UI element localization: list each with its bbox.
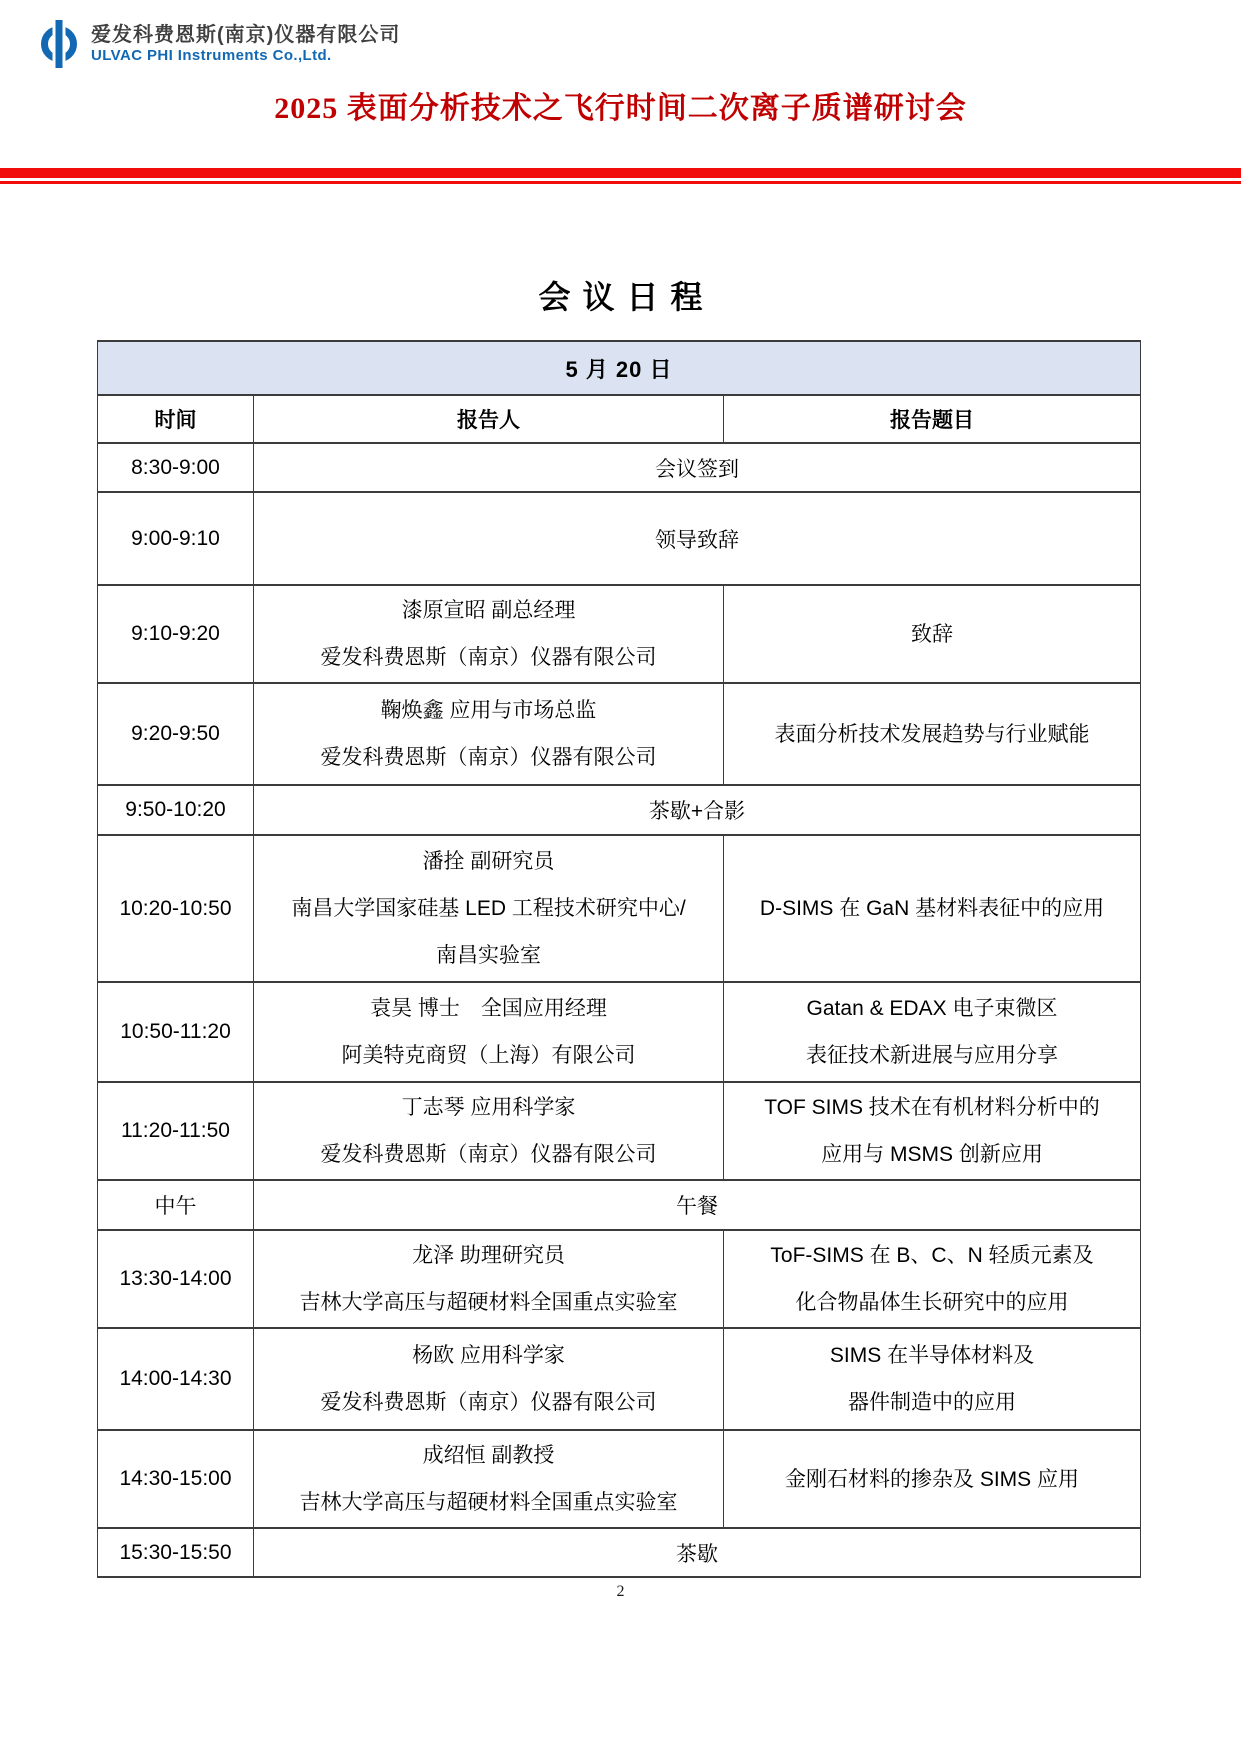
time-cell: 中午 — [98, 1180, 254, 1230]
double-red-rule — [0, 168, 1241, 184]
time-cell: 11:20-11:50 — [98, 1082, 254, 1180]
time-cell: 9:10-9:20 — [98, 585, 254, 683]
speaker-line: 爱发科费恩斯（南京）仪器有限公司 — [320, 1143, 657, 1166]
speaker-line: 爱发科费恩斯（南京）仪器有限公司 — [320, 1391, 657, 1414]
speaker-line: 南昌实验室 — [436, 944, 541, 967]
ulvac-phi-logo-icon — [36, 20, 82, 68]
event-cell: 领导致辞 — [254, 492, 1141, 585]
time-cell: 10:20-10:50 — [98, 835, 254, 982]
speaker-line: 鞠焕鑫 应用与市场总监 — [380, 699, 597, 722]
topic-line: 致辞 — [911, 622, 953, 646]
speaker-cell — [254, 683, 724, 785]
agenda-row — [98, 492, 1141, 585]
speaker-line: 成绍恒 副教授 — [422, 1444, 555, 1467]
agenda-row — [98, 585, 1141, 683]
speaker-line: 龙泽 助理研究员 — [412, 1244, 565, 1267]
speaker-cell — [254, 1230, 724, 1328]
speaker-line: 阿美特克商贸（上海）有限公司 — [341, 1044, 636, 1067]
agenda-row — [98, 1328, 1141, 1430]
time-cell: 8:30-9:00 — [98, 443, 254, 492]
speaker-cell — [254, 585, 724, 683]
speaker-line: 爱发科费恩斯（南京）仪器有限公司 — [320, 646, 657, 669]
topic-line: 化合物晶体生长研究中的应用 — [795, 1291, 1069, 1314]
time-cell: 15:30-15:50 — [98, 1528, 254, 1577]
column-header-speaker: 报告人 — [254, 395, 724, 443]
logo — [36, 20, 400, 68]
agenda-row — [98, 1082, 1141, 1180]
agenda-heading: 会议日程 — [538, 279, 715, 315]
agenda-table — [97, 340, 1141, 1578]
date-header: 5 月 20 日 — [98, 341, 1141, 395]
column-header-time: 时间 — [98, 395, 254, 443]
logo-text — [91, 24, 400, 65]
time-cell: 9:50-10:20 — [98, 785, 254, 835]
speaker-line: 吉林大学高压与超硬材料全国重点实验室 — [299, 1491, 678, 1514]
topic-cell — [724, 1328, 1141, 1430]
column-header-row — [98, 395, 1141, 443]
date-header-row — [98, 341, 1141, 395]
agenda-row — [98, 1528, 1141, 1577]
agenda-row — [98, 683, 1141, 785]
agenda-row — [98, 1430, 1141, 1528]
column-header-topic: 报告题目 — [724, 395, 1141, 443]
topic-line: 应用与 MSMS 创新应用 — [821, 1143, 1043, 1166]
speaker-line: 杨欧 应用科学家 — [412, 1344, 565, 1367]
event-cell: 茶歇 — [254, 1528, 1141, 1577]
time-cell: 10:50-11:20 — [98, 982, 254, 1082]
topic-cell — [724, 1230, 1141, 1328]
speaker-line: 袁昊 博士 全国应用经理 — [370, 997, 607, 1020]
speaker-cell — [254, 835, 724, 982]
topic-line: D-SIMS 在 GaN 基材料表征中的应用 — [759, 897, 1105, 920]
topic-line: ToF-SIMS 在 B、C、N 轻质元素及 — [770, 1244, 1094, 1267]
topic-cell — [724, 683, 1141, 785]
topic-cell — [724, 1082, 1141, 1180]
time-cell: 13:30-14:00 — [98, 1230, 254, 1328]
event-cell: 会议签到 — [254, 443, 1141, 492]
agenda-row — [98, 1180, 1141, 1230]
red-rule-thin — [0, 181, 1241, 184]
time-cell: 9:00-9:10 — [98, 492, 254, 585]
agenda-row — [98, 1230, 1141, 1328]
topic-cell — [724, 1430, 1141, 1528]
time-cell: 9:20-9:50 — [98, 683, 254, 785]
speaker-line: 爱发科费恩斯（南京）仪器有限公司 — [320, 746, 657, 769]
agenda-row — [98, 982, 1141, 1082]
logo-company-name-en: ULVAC PHI Instruments Co.,Ltd. — [91, 46, 332, 64]
time-cell: 14:30-15:00 — [98, 1430, 254, 1528]
speaker-cell — [254, 1082, 724, 1180]
page-number: 2 — [616, 1583, 625, 1600]
event-cell: 午餐 — [254, 1180, 1141, 1230]
topic-line: 表征技术新进展与应用分享 — [806, 1044, 1058, 1067]
red-rule-thick — [0, 168, 1241, 178]
speaker-cell — [254, 1430, 724, 1528]
speaker-cell — [254, 1328, 724, 1430]
speaker-line: 潘拴 副研究员 — [422, 850, 555, 873]
topic-line: 金刚石材料的掺杂及 SIMS 应用 — [784, 1467, 1079, 1491]
time-cell: 14:00-14:30 — [98, 1328, 254, 1430]
topic-line: 表面分析技术发展趋势与行业赋能 — [774, 722, 1090, 746]
topic-cell — [724, 835, 1141, 982]
agenda-row — [98, 835, 1141, 982]
speaker-line: 吉林大学高压与超硬材料全国重点实验室 — [299, 1291, 678, 1314]
topic-line: Gatan & EDAX 电子束微区 — [806, 997, 1058, 1020]
topic-cell — [724, 982, 1141, 1082]
speaker-cell — [254, 982, 724, 1082]
speaker-line: 丁志琴 应用科学家 — [401, 1096, 576, 1119]
speaker-line: 南昌大学国家硅基 LED 工程技术研究中心/ — [291, 897, 686, 920]
speaker-line: 漆原宣昭 副总经理 — [401, 599, 576, 622]
document-title: 2025 表面分析技术之飞行时间二次离子质谱研讨会 — [274, 92, 967, 125]
agenda-row — [98, 443, 1141, 492]
topic-line: TOF SIMS 技术在有机材料分析中的 — [764, 1096, 1100, 1119]
logo-company-name-zh: 爱发科费恩斯(南京)仪器有限公司 — [91, 23, 401, 46]
agenda-row — [98, 785, 1141, 835]
topic-cell — [724, 585, 1141, 683]
event-cell: 茶歇+合影 — [254, 785, 1141, 835]
topic-line: 器件制造中的应用 — [848, 1391, 1016, 1414]
topic-line: SIMS 在半导体材料及 — [829, 1344, 1035, 1367]
